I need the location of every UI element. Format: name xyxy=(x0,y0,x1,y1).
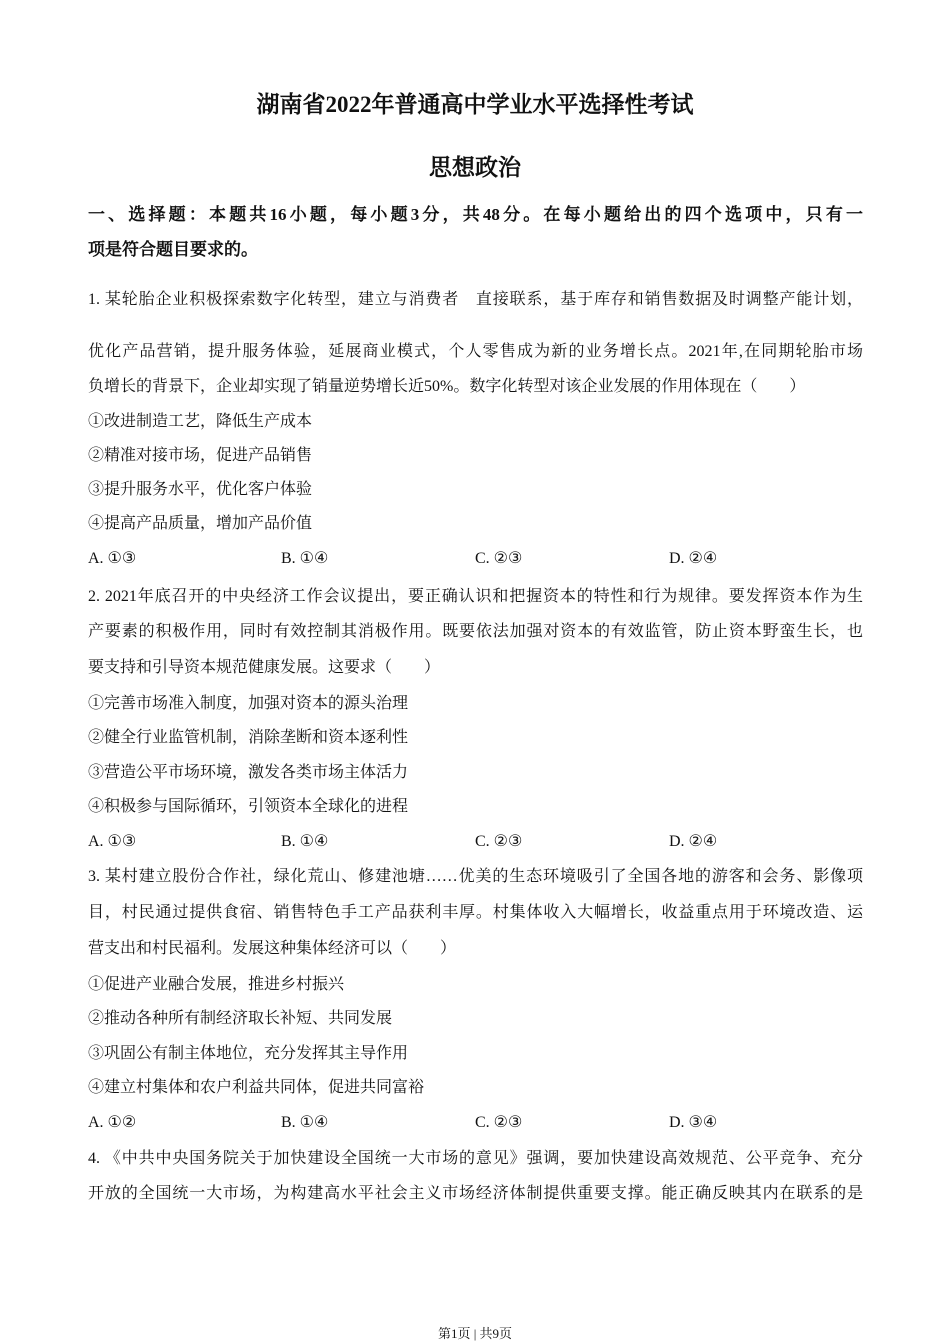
statement-item: ①完善市场准入制度，加强对资本的源头治理 xyxy=(88,695,409,712)
question-stem-line: 产要素的积极作用，同时有效控制其消极作用。既要依法加强对资本的有效监管，防止资本野蛮生长，也 xyxy=(88,623,863,640)
answer-choice-c: C. ②③ xyxy=(475,1114,523,1131)
question-stem-line: 1. 某轮胎企业积极探索数字化转型，建立与消费者 直接联系，基于库存和销售数据及时调整产能计划， xyxy=(88,291,863,308)
answer-choice-d: D. ②④ xyxy=(669,550,718,567)
answer-choice-b: B. ①④ xyxy=(281,1114,329,1131)
answer-choice-b: B. ①④ xyxy=(281,550,329,567)
answer-choice-c: C. ②③ xyxy=(475,833,523,850)
statement-item: ②推动各种所有制经济取长补短、共同发展 xyxy=(88,1010,393,1027)
question-stem-line: 目，村民通过提供食宿、销售特色手工产品获利丰厚。村集体收入大幅增长，收益重点用于环境改造、运 xyxy=(88,904,863,921)
subject-title: 思想政治 xyxy=(429,155,521,180)
question-stem-line: 营支出和村民福利。发展这种集体经济可以（ ） xyxy=(88,940,457,957)
statement-item: ②精准对接市场，促进产品销售 xyxy=(88,447,313,464)
section-heading-cont: 项是符合题目要求的。 xyxy=(88,240,258,259)
question-stem-line: 3. 某村建立股份合作社，绿化荒山、修建池塘……优美的生态环境吸引了全国各地的游客和会务、影像项 xyxy=(88,868,863,885)
question-stem-line: 2. 2021年底召开的中央经济工作会议提出，要正确认识和把握资本的特性和行为规律。要发挥资本作为生 xyxy=(88,588,863,605)
answer-choice-a: A. ①② xyxy=(88,1114,137,1131)
statement-item: ④提高产品质量，增加产品价值 xyxy=(88,515,313,532)
answer-choice-d: D. ③④ xyxy=(669,1114,718,1131)
page-footer: 第1页 | 共9页 xyxy=(437,1326,513,1341)
statement-item: ③营造公平市场环境，激发各类市场主体活力 xyxy=(88,764,409,781)
answer-choice-b: B. ①④ xyxy=(281,833,329,850)
statement-item: ④建立村集体和农户利益共同体，促进共同富裕 xyxy=(88,1079,425,1096)
answer-choice-a: A. ①③ xyxy=(88,833,137,850)
statement-item: ②健全行业监管机制，消除垄断和资本逐利性 xyxy=(88,729,409,746)
statement-item: ③巩固公有制主体地位，充分发挥其主导作用 xyxy=(88,1045,409,1062)
statement-item: ①改进制造工艺，降低生产成本 xyxy=(88,413,313,430)
exam-title: 湖南省2022年普通高中学业水平选择性考试 xyxy=(256,92,694,117)
question-stem-line: 开放的全国统一大市场，为构建高水平社会主义市场经济体制提供重要支撑。能正确反映其内在联系的是 xyxy=(88,1185,863,1202)
question-stem-line: 负增长的背景下，企业却实现了销量逆势增长近50%。数字化转型对该企业发展的作用体现在（ ） xyxy=(88,378,806,395)
question-stem-line: 要支持和引导资本规范健康发展。这要求（ ） xyxy=(88,659,441,676)
answer-choice-c: C. ②③ xyxy=(475,550,523,567)
section-heading: 一、选择题：本题共16小题，每小题3分，共48分。在每小题给出的四个选项中，只有一 xyxy=(88,205,863,224)
statement-item: ④积极参与国际循环，引领资本全球化的进程 xyxy=(88,798,409,815)
statement-item: ③提升服务水平，优化客户体验 xyxy=(88,481,313,498)
question-stem-line: 优化产品营销，提升服务体验，延展商业模式，个人零售成为新的业务增长点。2021年,在同期轮胎市场 xyxy=(88,343,863,360)
statement-item: ①促进产业融合发展，推进乡村振兴 xyxy=(88,976,345,993)
answer-choice-a: A. ①③ xyxy=(88,550,137,567)
answer-choice-d: D. ②④ xyxy=(669,833,718,850)
question-stem-line: 4. 《中共中央国务院关于加快建设全国统一大市场的意见》强调，要加快建设高效规范、公平竞争、充分 xyxy=(88,1150,863,1167)
